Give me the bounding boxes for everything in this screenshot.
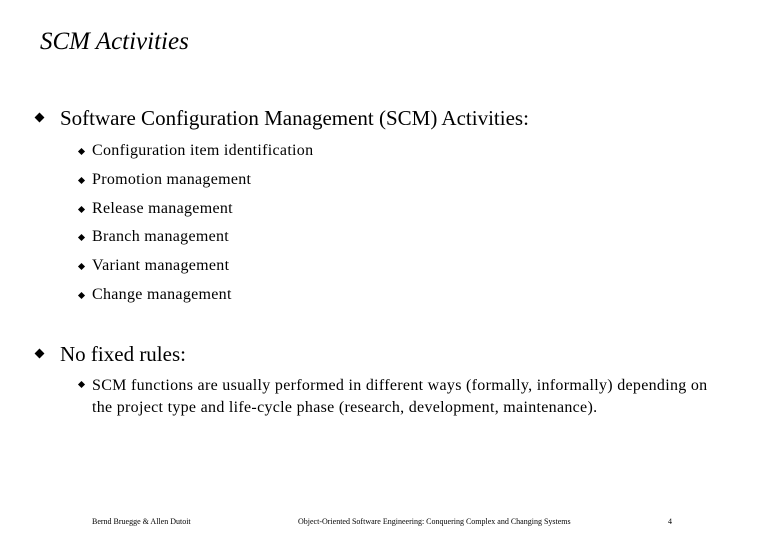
scm-activities-list [79, 142, 313, 315]
list-item: Configuration item identification [79, 142, 313, 171]
small-diamond-bullet-icon [78, 148, 85, 155]
small-diamond-bullet-icon [78, 263, 85, 270]
footer-authors: Bernd Bruegge & Allen Dutoit [92, 517, 191, 526]
footer-page-number: 4 [668, 517, 672, 526]
small-diamond-bullet-icon [78, 177, 85, 184]
list-item: Promotion management [79, 171, 313, 200]
bullet-text: No fixed rules: [60, 342, 186, 366]
list-item: SCM functions are usually performed in different ways (formally, informally) depending on the project type and life-cycle phase (research, development, maintenance). [79, 375, 722, 419]
diamond-bullet-icon [35, 349, 45, 359]
small-diamond-bullet-icon [78, 292, 85, 299]
small-diamond-bullet-icon [78, 234, 85, 241]
list-item: Change management [79, 286, 313, 315]
bullet-text: Software Configuration Management (SCM) Activities: [60, 106, 529, 130]
list-item: Variant management [79, 257, 313, 286]
small-diamond-bullet-icon [78, 206, 85, 213]
no-fixed-rules-list [79, 375, 722, 419]
small-diamond-bullet-icon [78, 381, 85, 388]
footer-book-title: Object-Oriented Software Engineering: Conquering Complex and Changing Systems [298, 517, 571, 526]
list-item: Branch management [79, 228, 313, 257]
bullet-no-fixed-rules [36, 342, 186, 367]
bullet-scm-activities [36, 106, 529, 131]
slide-title: SCM Activities [40, 28, 189, 55]
diamond-bullet-icon [35, 113, 45, 123]
list-item: Release management [79, 200, 313, 229]
